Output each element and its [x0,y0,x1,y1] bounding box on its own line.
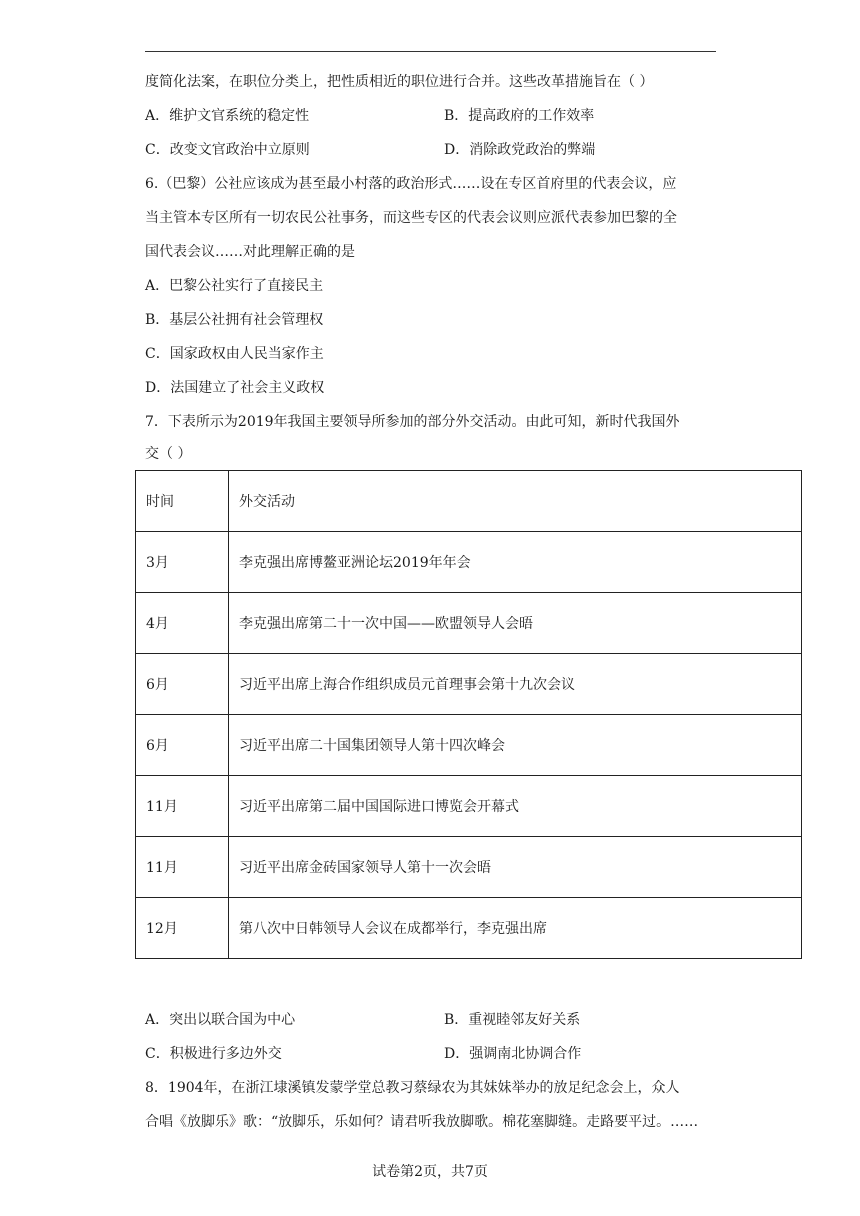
q7-option-d[interactable]: D．强调南北协调合作 [444,1046,582,1062]
page-footer: 试卷第2页，共7页 [372,1164,488,1180]
table-cell-time: 4月 [136,593,229,654]
table-row [136,898,802,959]
q5-option-a[interactable]: A．维护文官系统的稳定性 [145,108,310,124]
q7-option-b[interactable]: B．重视睦邻友好关系 [444,1012,581,1028]
table-row [136,837,802,898]
table-cell-activity: 第八次中日韩领导人会议在成都举行，李克强出席 [229,898,802,959]
q7-stem-line-1: 7．下表所示为2019年我国主要领导所参加的部分外交活动。由此可知，新时代我国外 [145,414,680,430]
table-cell-time: 3月 [136,532,229,593]
table-cell-activity: 李克强出席第二十一次中国——欧盟领导人会晤 [229,593,802,654]
table-cell-time: 6月 [136,654,229,715]
q8-stem-line-2: 合唱《放脚乐》歌：“放脚乐，乐如何？请君听我放脚歌。棉花塞脚缝。走路要平过。…… [145,1114,699,1130]
q5-option-b[interactable]: B．提高政府的工作效率 [444,108,595,124]
table-cell-time: 11月 [136,776,229,837]
table-cell-activity: 习近平出席金砖国家领导人第十一次会晤 [229,837,802,898]
table-cell-activity: 李克强出席博鳌亚洲论坛2019年年会 [229,532,802,593]
table-cell-activity: 习近平出席第二届中国国际进口博览会开幕式 [229,776,802,837]
q7-option-c[interactable]: C．积极进行多边外交 [145,1046,282,1062]
q6-option-c[interactable]: C．国家政权由人民当家作主 [145,346,324,362]
q6-stem-line-1: 6.（巴黎）公社应该成为甚至最小村落的政治形式……设在专区首府里的代表会议，应 [145,176,677,192]
table-cell-activity: 习近平出席上海合作组织成员元首理事会第十九次会议 [229,654,802,715]
q6-stem-line-3: 国代表会议……对此理解正确的是 [145,244,355,260]
table-row [136,715,802,776]
table-cell-time: 12月 [136,898,229,959]
table-row [136,776,802,837]
diplomacy-table [135,470,802,959]
table-row [136,593,802,654]
table-row [136,654,802,715]
q8-stem-line-1: 8．1904年，在浙江埭溪镇发蒙学堂总教习蔡绿农为其妹妹举办的放足纪念会上，众人 [145,1080,680,1096]
q6-stem-line-2: 当主管本专区所有一切农民公社事务，而这些专区的代表会议则应派代表参加巴黎的全 [145,210,677,226]
table-cell-time: 6月 [136,715,229,776]
q7-stem-line-2: 交（ ） [145,446,192,462]
q7-option-a[interactable]: A．突出以联合国为中心 [145,1012,296,1028]
table-header-activity: 外交活动 [229,471,802,532]
q6-option-a[interactable]: A．巴黎公社实行了直接民主 [145,278,324,294]
q6-option-d[interactable]: D．法国建立了社会主义政权 [145,380,325,396]
q5-option-c[interactable]: C．改变文官政治中立原则 [145,142,310,158]
q6-option-b[interactable]: B．基层公社拥有社会管理权 [145,312,324,328]
q5-stem-line: 度简化法案，在职位分类上，把性质相近的职位进行合并。这些改革措施旨在（ ） [145,74,654,90]
table-cell-activity: 习近平出席二十国集团领导人第十四次峰会 [229,715,802,776]
q5-option-d[interactable]: D．消除政党政治的弊端 [444,142,596,158]
table-cell-time: 11月 [136,837,229,898]
table-header-row [136,471,802,532]
table-header-time: 时间 [136,471,229,532]
header-rule [145,51,716,52]
table-row [136,532,802,593]
